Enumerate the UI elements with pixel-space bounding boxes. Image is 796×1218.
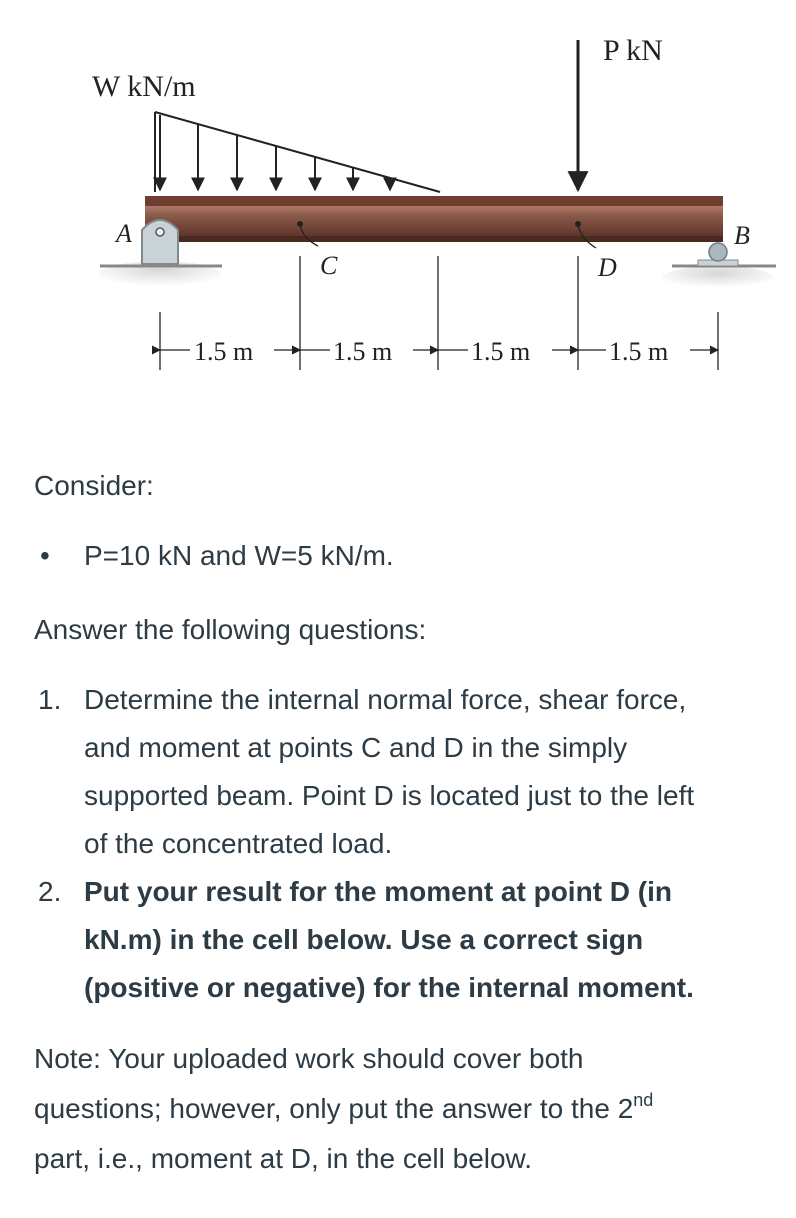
dim-label-1: 1.5 m — [194, 337, 254, 366]
load-label-w: W kN/m — [92, 70, 196, 103]
question-2-number: 2. — [38, 876, 62, 907]
load-arrows — [160, 115, 390, 190]
given-values: P=10 kN and W=5 kN/m. — [84, 540, 394, 571]
question-1-line: and moment at points C and D in the simply — [84, 732, 628, 763]
consider-label: Consider: — [34, 470, 154, 501]
question-1-text — [84, 676, 784, 868]
answer-label: Answer the following questions: — [34, 614, 427, 645]
point-c-label: C — [320, 251, 338, 280]
roller-support-b — [662, 243, 776, 290]
load-label-p: P kN — [603, 34, 663, 67]
question-2-line: Put your result for the moment at point D (in — [84, 876, 672, 907]
dim-label-4: 1.5 m — [609, 337, 669, 366]
point-b-label: B — [734, 221, 750, 250]
question-2-text — [84, 868, 784, 1012]
dim-label-2: 1.5 m — [333, 337, 393, 366]
point-a-label: A — [116, 219, 132, 248]
question-1-line: supported beam. Point D is located just to the left — [84, 780, 695, 811]
question-2-line: (positive or negative) for the internal moment. — [84, 972, 694, 1003]
bullet-icon: • — [40, 540, 50, 571]
note-line-1: Note: Your uploaded work should cover both — [34, 1043, 584, 1074]
question-1-line: Determine the internal normal force, shear force, — [84, 684, 687, 715]
beam — [145, 196, 723, 242]
question-2-line: kN.m) in the cell below. Use a correct sign — [84, 924, 644, 955]
note-superscript: nd — [633, 1090, 654, 1110]
question-1-line: of the concentrated load. — [84, 828, 393, 859]
beam-figure — [0, 0, 796, 400]
point-d-label: D — [598, 253, 617, 282]
note-line-2: questions; however, only put the answer to the 2nd — [34, 1090, 654, 1124]
question-1-number: 1. — [38, 684, 62, 715]
dim-label-3: 1.5 m — [471, 337, 531, 366]
note-line-3: part, i.e., moment at D, in the cell below. — [34, 1143, 533, 1174]
distributed-load — [155, 112, 440, 192]
note-text — [34, 1034, 774, 1184]
